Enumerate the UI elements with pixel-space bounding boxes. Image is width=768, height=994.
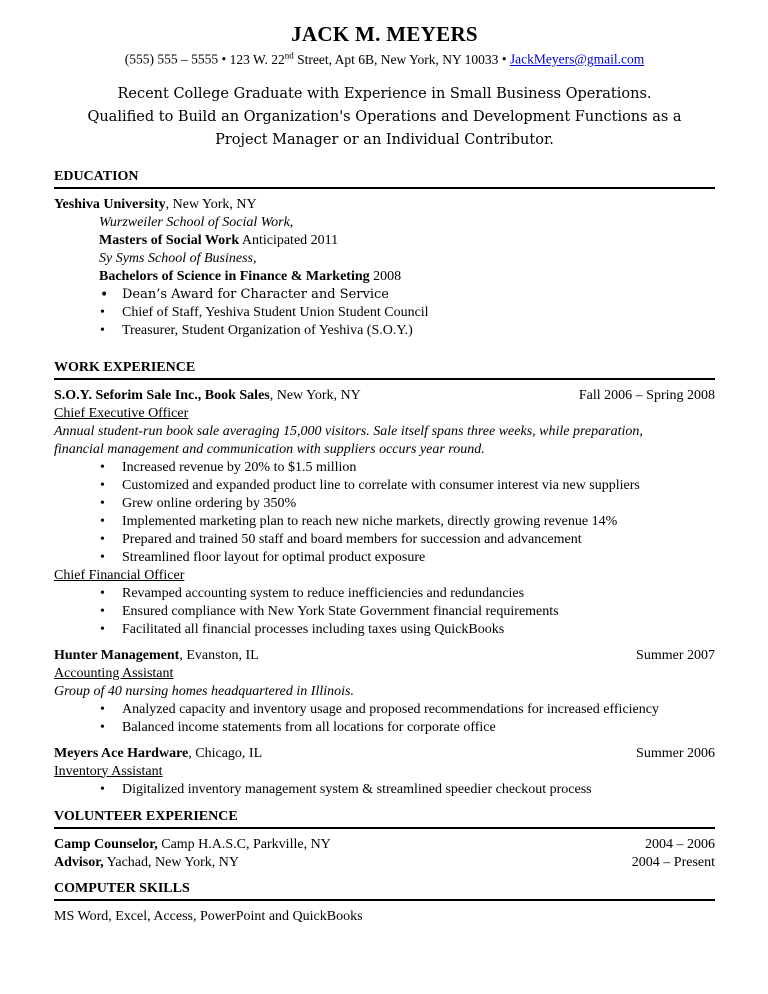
job-bullets [54, 701, 715, 737]
list-item: • Implemented marketing plan to reach new niche markets, directly growing revenue 14% [122, 513, 715, 531]
degree-line: Bachelors of Science in Finance & Marketing 2008 [99, 268, 402, 284]
list-item: • Dean’s Award for Character and Service [122, 286, 715, 304]
job-header: S.O.Y. Seforim Sale Inc., Book Sales, New York, NY Fall 2006 – Spring 2008 [54, 387, 715, 403]
job-role: Inventory Assistant [54, 763, 163, 779]
skills-heading: COMPUTER SKILLS [54, 880, 715, 901]
school-name: Sy Syms School of Business, [99, 250, 257, 266]
list-item: • Treasurer, Student Organization of Yeshiva (S.O.Y.) [122, 322, 715, 340]
work-heading: WORK EXPERIENCE [54, 359, 715, 380]
list-item: • Balanced income statements from all locations for corporate office [122, 719, 715, 737]
job-bullets [54, 585, 715, 639]
list-item: • Analyzed capacity and inventory usage and proposed recommendations for increased efficiency [122, 701, 715, 719]
job-dates: Fall 2006 – Spring 2008 [578, 387, 715, 403]
job-dates: Summer 2006 [636, 745, 715, 761]
work-section [54, 387, 715, 799]
education-heading: EDUCATION [54, 168, 715, 189]
summary-line: Qualified to Build an Organization's Operations and Development Functions as a [87, 108, 682, 125]
list-item: • Ensured compliance with New York State Government financial requirements [122, 603, 715, 621]
summary-line: Recent College Graduate with Experience in Small Business Operations. [117, 85, 652, 102]
summary-line: Project Manager or an Individual Contributor. [215, 131, 554, 148]
job-description: financial management and communication with suppliers occurs year round. [54, 441, 485, 457]
volunteer-heading: VOLUNTEER EXPERIENCE [54, 808, 715, 829]
list-item: • Digitalized inventory management system & streamlined speedier checkout process [122, 781, 715, 799]
education-bullets [54, 286, 715, 340]
degree-line: Masters of Social Work Anticipated 2011 [99, 232, 339, 248]
volunteer-item: Advisor, Yachad, New York, NY 2004 – Present [54, 854, 715, 870]
resume-page [54, 22, 715, 926]
summary [54, 83, 715, 152]
job-header: Hunter Management, Evanston, IL Summer 2007 [54, 647, 715, 663]
volunteer-section [54, 836, 715, 872]
list-item: • Increased revenue by 20% to $1.5 million [122, 459, 715, 477]
school-line: Yeshiva University, New York, NY [54, 196, 257, 212]
education-section [54, 196, 715, 340]
job-description: Group of 40 nursing homes headquartered in Illinois. [54, 683, 354, 699]
list-item: • Streamlined floor layout for optimal product exposure [122, 549, 715, 567]
list-item: • Chief of Staff, Yeshiva Student Union Student Council [122, 304, 715, 322]
list-item: • Facilitated all financial processes including taxes using QuickBooks [122, 621, 715, 639]
school-name: Wurzweiler School of Social Work, [99, 214, 294, 230]
job-description: Annual student-run book sale averaging 15,000 visitors. Sale itself spans three weeks, while preparation, [54, 423, 643, 439]
candidate-name: JACK M. MEYERS [291, 22, 478, 46]
list-item: • Grew online ordering by 350% [122, 495, 715, 513]
list-item: • Customized and expanded product line to correlate with consumer interest via new suppliers [122, 477, 715, 495]
job-role: Accounting Assistant [54, 665, 174, 681]
skills-text: MS Word, Excel, Access, PowerPoint and QuickBooks [54, 908, 363, 924]
job-role: Chief Executive Officer [54, 405, 189, 421]
job-dates: Summer 2007 [636, 647, 715, 663]
job-bullets [54, 781, 715, 799]
bullet-separator: • [221, 51, 230, 67]
list-item: • Prepared and trained 50 staff and board members for succession and advancement [122, 531, 715, 549]
phone: (555) 555 – 5555 [124, 51, 219, 67]
email-link[interactable]: JackMeyers@gmail.com [509, 51, 645, 67]
job-role: Chief Financial Officer [54, 567, 185, 583]
list-item: • Revamped accounting system to reduce inefficiencies and redundancies [122, 585, 715, 603]
contact-line [54, 47, 715, 68]
address: 123 W. 22nd Street, Apt 6B, New York, NY 10033 [229, 50, 499, 67]
volunteer-item: Camp Counselor, Camp H.A.S.C, Parkville, NY 2004 – 2006 [54, 836, 715, 852]
job-bullets [54, 459, 715, 567]
job-header: Meyers Ace Hardware, Chicago, IL Summer 2006 [54, 745, 715, 761]
bullet-separator: • [501, 51, 510, 67]
